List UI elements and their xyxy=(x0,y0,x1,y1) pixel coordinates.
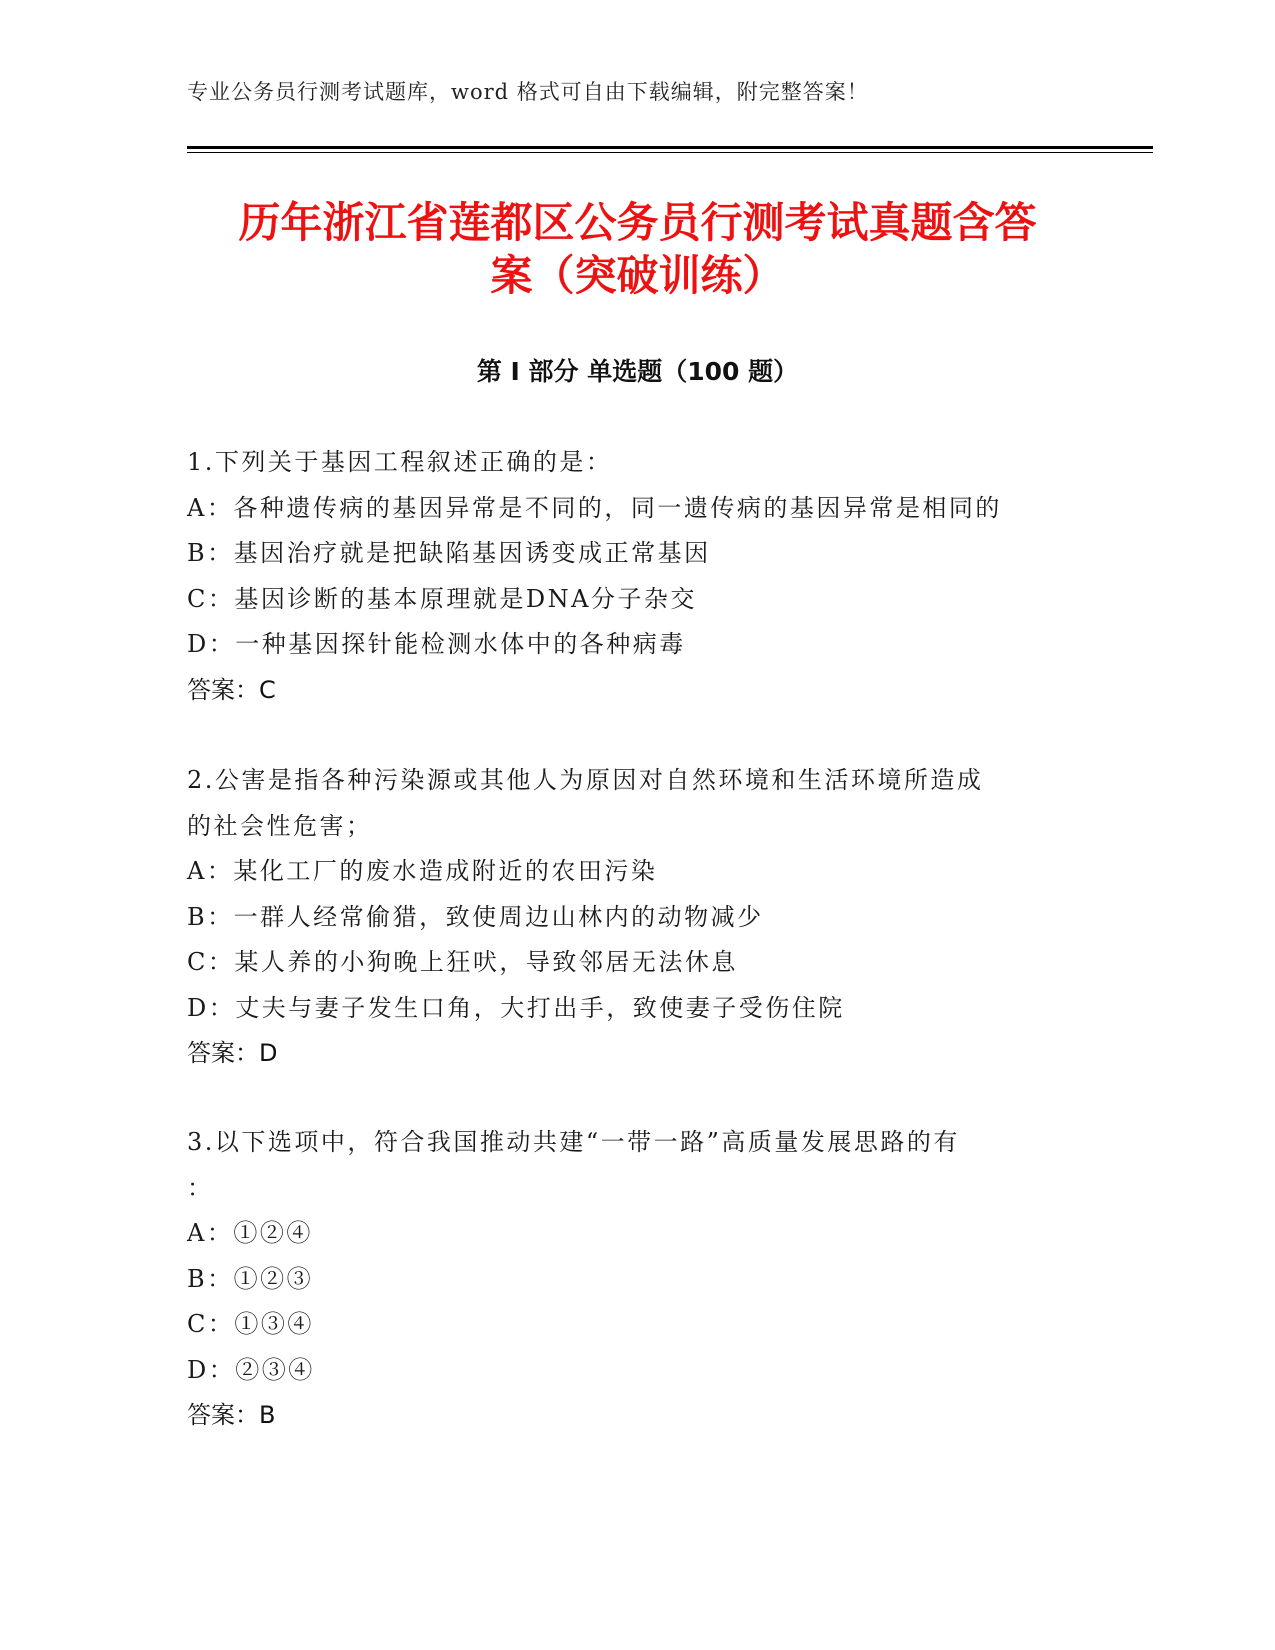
header-rule-thin xyxy=(187,152,1153,153)
option-d: D：②③④ xyxy=(187,1355,315,1384)
option-b: B：基因治疗就是把缺陷基因诱变成正常基因 xyxy=(187,539,711,567)
document-title xyxy=(150,196,1125,302)
document-title-line-1: 历年浙江省莲都区公务员行测考试真题含答 xyxy=(238,198,1037,247)
option-a: A：各种遗传病的基因异常是不同的，同一遗传病的基因异常是相同的 xyxy=(187,493,1002,522)
answer: 答案：C xyxy=(187,675,276,704)
question-stem: 2.公害是指各种污染源或其他人为原因对自然环境和生活环境所造成 xyxy=(187,766,984,794)
question-2 xyxy=(187,758,1087,1077)
question-stem: 1.下列关于基因工程叙述正确的是： xyxy=(187,448,613,476)
document-title-line-2: 案（突破训练） xyxy=(490,251,785,300)
section-title: 第 I 部分 单选题（100 题） xyxy=(476,357,799,386)
option-b: B：一群人经常偷猎，致使周边山林内的动物减少 xyxy=(187,902,764,931)
question-stem: 3.以下选项中，符合我国推动共建“一带一路”高质量发展思路的有 xyxy=(187,1128,960,1156)
answer: 答案：B xyxy=(187,1401,276,1429)
option-c: C：基因诊断的基本原理就是DNA分子杂交 xyxy=(187,584,697,613)
question-1 xyxy=(187,440,1087,713)
question-stem-continued: 的社会性危害； xyxy=(187,811,373,840)
question-3 xyxy=(187,1120,1087,1439)
option-b: B：①②③ xyxy=(187,1264,314,1293)
option-d: D：丈夫与妻子发生口角，大打出手，致使妻子受伤住院 xyxy=(187,993,845,1022)
option-c: C：①③④ xyxy=(187,1310,314,1338)
header-note: 专业公务员行测考试题库，word 格式可自由下载编辑，附完整答案！ xyxy=(187,80,869,104)
option-a: A：①②④ xyxy=(187,1219,313,1247)
answer: 答案：D xyxy=(187,1039,278,1067)
question-stem-continued: ： xyxy=(187,1173,214,1202)
option-a: A：某化工厂的废水造成附近的农田污染 xyxy=(187,857,658,885)
option-c: C：某人养的小狗晚上狂吠，导致邻居无法休息 xyxy=(187,948,738,976)
header-rule-thick xyxy=(187,146,1153,149)
option-d: D：一种基因探针能检测水体中的各种病毒 xyxy=(187,630,686,658)
